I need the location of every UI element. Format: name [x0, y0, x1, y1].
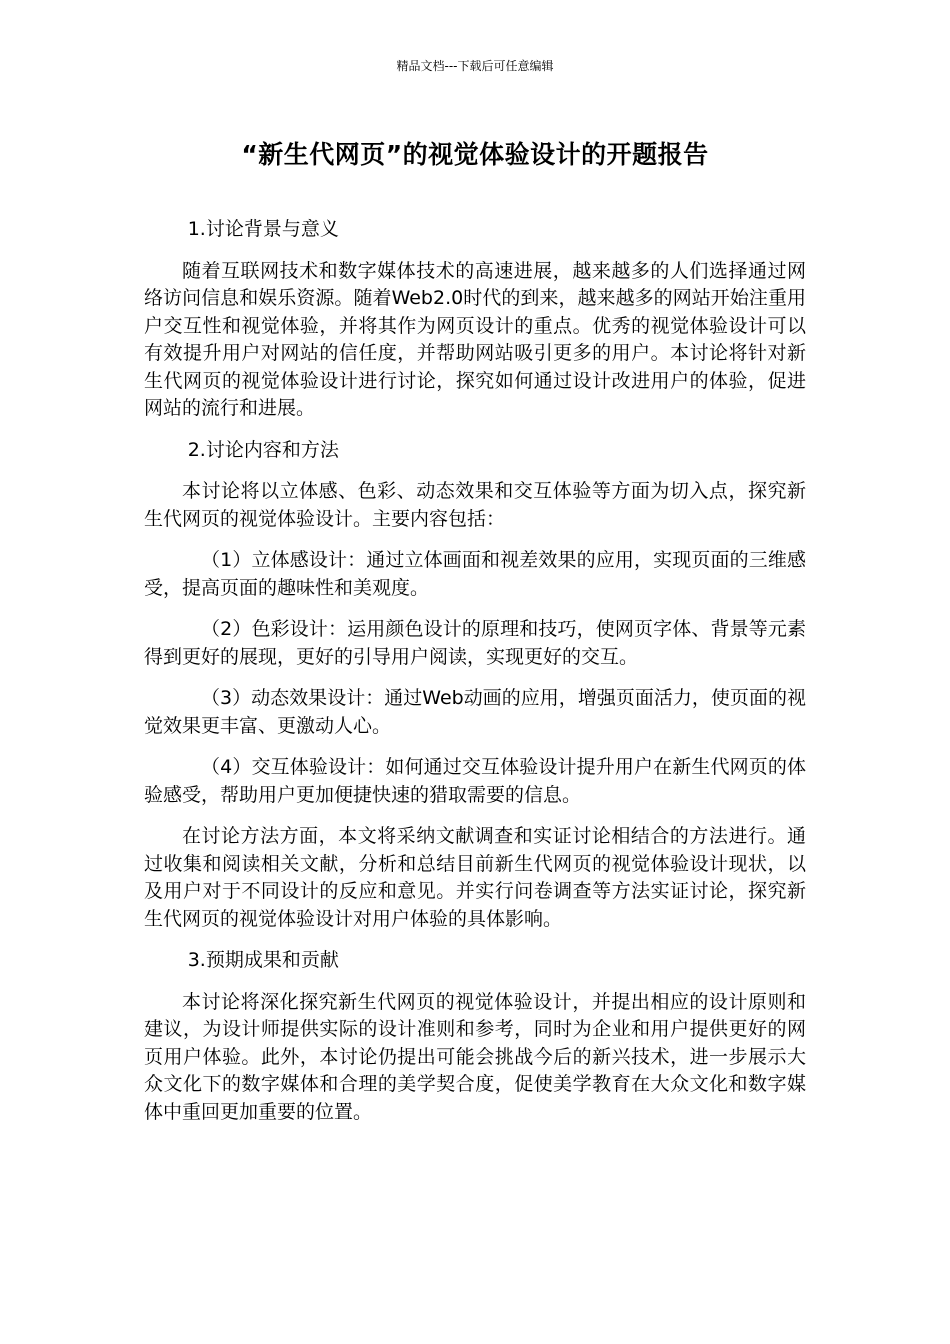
list-item-motion-design: （3）动态效果设计：通过Web动画的应用，增强页面活力，使页面的视觉效果更丰富、更激动人心。 [144, 687, 806, 737]
section-heading-expected-results: 3.预期成果和贡献 [187, 949, 339, 971]
list-item-color-design: （2）色彩设计：运用颜色设计的原理和技巧，使网页字体、背景等元素得到更好的展现，更好的引导用户阅读，实现更好的交互。 [144, 618, 806, 668]
paragraph-content-intro: 本讨论将以立体感、色彩、动态效果和交互体验等方面为切入点，探究新生代网页的视觉体验设计。主要内容包括： [144, 480, 806, 530]
section-heading-content-methods: 2.讨论内容和方法 [187, 438, 339, 461]
page-header: 精品文档---下载后可任意编辑 [396, 59, 554, 73]
paragraph-background: 随着互联网技术和数字媒体技术的高速进展，越来越多的人们选择通过网络访问信息和娱乐资源。随着Web2.0时代的到来，越来越多的网站开始注重用户交互性和视觉体验，并将其作为网页设计的重点。优秀的视觉体验设计可以有效提升用户对网站的信任度，并帮助网站吸引更多的用户。本讨论将针对新生代网页的视觉体验设计进行讨论，探究如何通过设计改进用户的体验，促进网站的流行和进展。 [144, 259, 806, 419]
paragraph-expected-results: 本讨论将深化探究新生代网页的视觉体验设计，并提出相应的设计原则和建议，为设计师提供实际的设计准则和参考，同时为企业和用户提供更好的网页用户体验。此外，本讨论仍提出可能会挑战今后的新兴技术，进一步展示大众文化下的数字媒体和合理的美学契合度，促使美学教育在大众文化和数字媒体中重回更加重要的位置。 [144, 990, 806, 1123]
list-item-3d-design: （1）立体感设计：通过立体画面和视差效果的应用，实现页面的三维感受，提高页面的趣味性和美观度。 [144, 549, 806, 599]
section-heading-background: 1.讨论背景与意义 [187, 218, 339, 240]
document-body [144, 216, 806, 1140]
paragraph-methods: 在讨论方法方面，本文将采纳文献调查和实证讨论相结合的方法进行。通过收集和阅读相关文献，分析和总结目前新生代网页的视觉体验设计现状，以及用户对于不同设计的反应和意见。并实行问卷调查等方法实证讨论，探究新生代网页的视觉体验设计对用户体验的具体影响。 [144, 825, 806, 930]
list-item-interaction-design: （4）交互体验设计：如何通过交互体验设计提升用户在新生代网页的体验感受，帮助用户更加便捷快速的猎取需要的信息。 [144, 756, 806, 806]
page-title: “新生代网页”的视觉体验设计的开题报告 [241, 140, 709, 169]
